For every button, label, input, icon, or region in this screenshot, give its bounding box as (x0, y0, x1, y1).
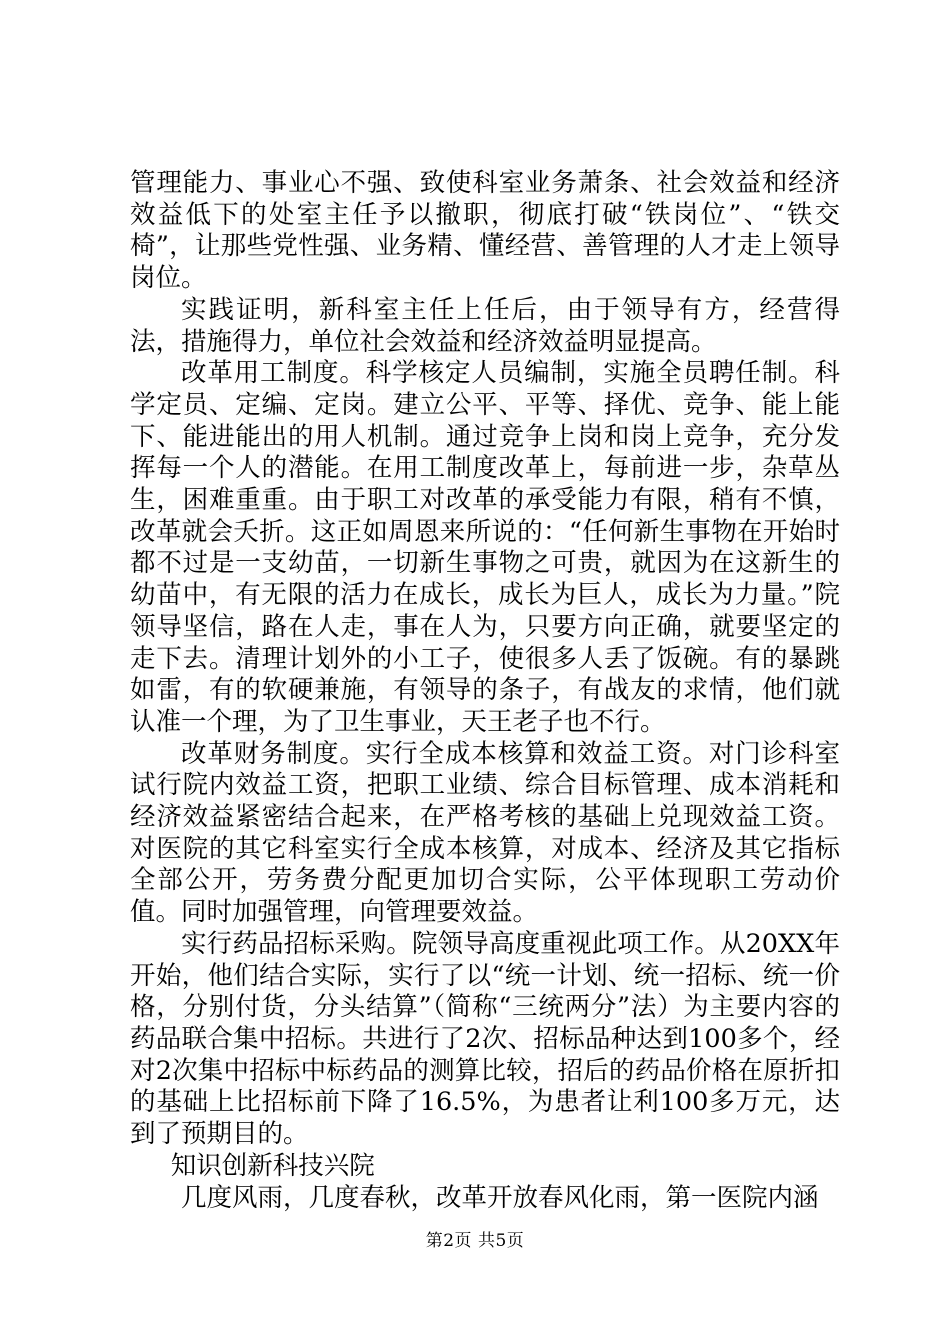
paragraph-continuation: 管理能力、事业心不强、致使科室业务萧条、社会效益和经济效益低下的处室主任予以撤职，彻底打破“铁岗位”、“铁交椅”，让那些党性强、业务精、懂经营、善管理的人才走上领导岗位。 (130, 168, 840, 294)
paragraph-closing: 几度风雨，几度春秋，改革开放春风化雨，第一医院内涵 (181, 1182, 819, 1213)
page-number-footer: 第2页 共5页 (425, 1231, 525, 1251)
paragraph-practice-proves: 实践证明，新科室主任上任后，由于领导有方，经营得法，措施得力，单位社会效益和经济效益明显提高。 (130, 294, 840, 357)
paragraph-finance-reform: 改革财务制度。实行全成本核算和效益工资。对门诊科室试行院内效益工资，把职工业绩、综合目标管理、成本消耗和经济效益紧密结合起来，在严格考核的基础上兑现效益工资。对医院的其它科室实行全成本核算，对成本、经济及其它指标全部公开，劳务费分配更加切合实际，公平体现职工劳动价值。同时加强管理，向管理要效益。 (130, 738, 840, 928)
paragraph-employment-reform: 改革用工制度。科学核定人员编制，实施全员聘任制。科学定员、定编、定岗。建立公平、平等、择优、竞争、能上能下、能进能出的用人机制。通过竞争上岗和岗上竞争，充分发挥每一个人的潜能。在用工制度改革上，每前进一步，杂草丛生，困难重重。由于职工对改革的承受能力有限，稍有不慎，改革就会夭折。这正如周恩来所说的：“任何新生事物在开始时都不过是一支幼苗，一切新生事物之可贵，就因为在这新生的幼苗中，有无限的活力在成长，成长为巨人，成长为力量。”院领导坚信，路在人走，事在人为，只要方向正确，就要坚定的走下去。清理计划外的小工子，使很多人丢了饭碗。有的暴跳如雷，有的软硬兼施，有领导的条子，有战友的求情，他们就认准一个理，为了卫生事业，天王老子也不行。 (130, 358, 840, 737)
document-body (130, 168, 840, 1214)
paragraph-drug-procurement: 实行药品招标采购。院领导高度重视此项工作。从20XX年开始，他们结合实际，实行了以“统一计划、统一招标、统一价格，分别付货，分头结算”（简称“三统两分”法）为主要内容的药品联合集中招标。共进行了2次、招标品种达到100多个，经对2次集中招标中标药品的测算比较，招后的药品价格在原折扣的基础上比招标前下降了16.5%，为患者让利100多万元，达到了预期目的。 (130, 928, 840, 1150)
section-heading: 知识创新科技兴院 (170, 1150, 375, 1181)
